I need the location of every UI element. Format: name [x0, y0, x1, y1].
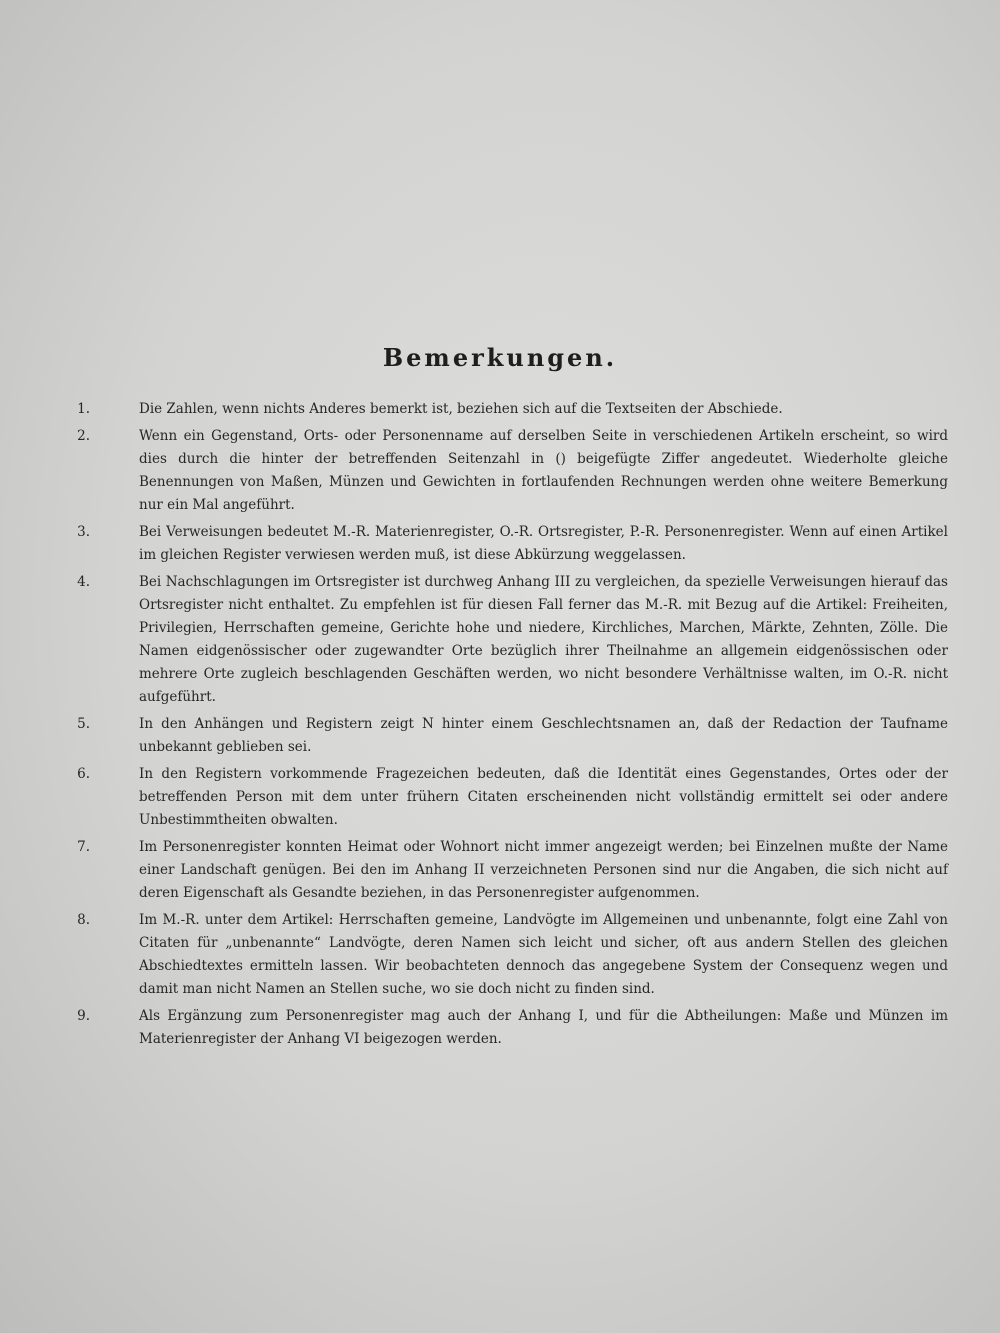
- note-item: [70, 763, 948, 832]
- note-item: [70, 425, 948, 517]
- note-text: Im M.-R. unter dem Artikel: Herrschaften gemeine, Landvögte im Allgemeinen und unbenannte, folgt eine Zahl von Citaten für „unbenannte“ Landvögte, deren Namen sich leicht und sicher, oft aus andern Stellen des gleichen Abschiedtextes ermitteln lassen. Wir beobachteten dennoch das angegebene System der Consequenz wegen und damit man nicht Namen an Stellen suche, wo sie doch nicht zu finden sind.: [139, 912, 948, 997]
- note-item: [70, 521, 948, 567]
- note-number: 2.: [77, 428, 90, 444]
- note-number: 3.: [77, 524, 90, 540]
- note-item: [70, 836, 948, 905]
- note-text: Wenn ein Gegenstand, Orts- oder Personenname auf derselben Seite in verschiedenen Artikeln erscheint, so wird dies durch die hinter der betreffenden Seitenzahl in () beigefügte Ziffer angedeutet. Wiederholte gleiche Benennungen von Maßen, Münzen und Gewichten in fortlaufenden Rechnungen werden ohne weitere Bemerkung nur ein Mal angeführt.: [139, 428, 948, 513]
- note-number: 9.: [77, 1008, 90, 1024]
- page-title: Bemerkungen.: [382, 343, 618, 372]
- note-number: 8.: [77, 912, 90, 928]
- note-number: 7.: [77, 839, 90, 855]
- note-number: 6.: [77, 766, 90, 782]
- note-text: Im Personenregister konnten Heimat oder Wohnort nicht immer angezeigt werden; bei Einzelnen mußte der Name einer Landschaft genügen. Bei den im Anhang II verzeichneten Personen sind nur die Angaben, die sich nicht auf deren Eigenschaft als Gesandte beziehen, in das Personenregister aufgenommen.: [139, 839, 948, 901]
- note-item: [70, 713, 948, 759]
- note-text: Bei Nachschlagungen im Ortsregister ist durchweg Anhang III zu vergleichen, da spezielle Verweisungen hierauf das Ortsregister nicht enthaltet. Zu empfehlen ist für diesen Fall ferner das M.-R. mit Bezug auf die Artikel: Freiheiten, Privilegien, Herrschaften gemeine, Gerichte hohe und niedere, Kirchliches, Marchen, Märkte, Zehnten, Zölle. Die Namen eidgenössischer oder zugewandter Orte bezüglich ihrer Theilnahme an allgemein eidgenössischen oder mehrere Orte zugleich beschlagenden Geschäften werden, wo nicht besondere Verhältnisse walten, im O.-R. nicht aufgeführt.: [139, 574, 948, 705]
- note-text: Als Ergänzung zum Personenregister mag auch der Anhang I, und für die Abtheilungen: Maße und Münzen im Materienregister der Anhang VI beigezogen werden.: [139, 1008, 948, 1047]
- note-number: 5.: [77, 716, 90, 732]
- note-item: [70, 398, 948, 421]
- note-text: Bei Verweisungen bedeutet M.-R. Materienregister, O.-R. Ortsregister, P.-R. Personenregister. Wenn auf einen Artikel im gleichen Register verwiesen werden muß, ist diese Abkürzung weggelassen.: [139, 524, 948, 563]
- note-number: 1.: [77, 401, 90, 417]
- note-item: [70, 909, 948, 1001]
- note-text: In den Anhängen und Registern zeigt N hinter einem Geschlechtsnamen an, daß der Redaction der Taufname unbekannt geblieben sei.: [139, 716, 948, 755]
- note-item: [70, 1005, 948, 1051]
- note-text: Die Zahlen, wenn nichts Anderes bemerkt ist, beziehen sich auf die Textseiten der Abschiede.: [139, 401, 783, 417]
- note-number: 4.: [77, 574, 90, 590]
- note-item: [70, 571, 948, 709]
- notes-list: [70, 398, 948, 1055]
- note-text: In den Registern vorkommende Fragezeichen bedeuten, daß die Identität eines Gegenstandes, Ortes oder der betreffenden Person mit dem unter frühern Citaten erscheinenden nicht vollständig ermittelt sei oder andere Unbestimmtheiten obwalten.: [139, 766, 948, 828]
